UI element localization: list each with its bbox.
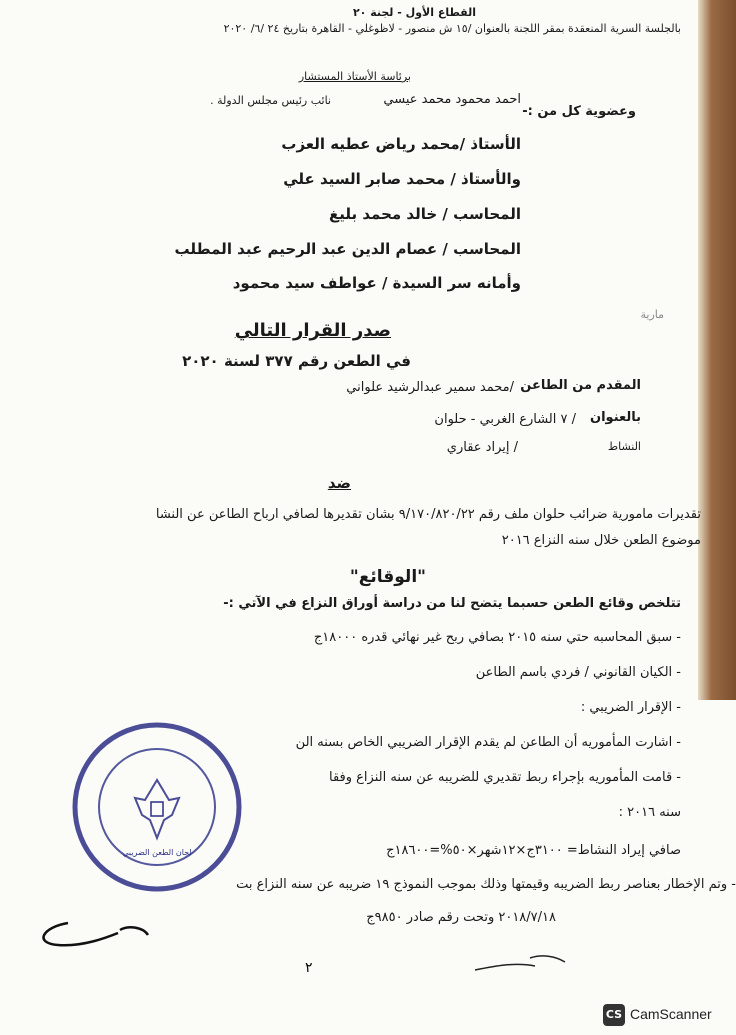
membership-label: وعضوية كل من :-: [522, 104, 636, 119]
member-3: المحاسب / خالد محمد بليغ: [329, 205, 521, 223]
facts-intro: تتلخص وقائع الطعن حسبما يتضح لنا من دراسة أوراق النزاع في الآتي :-: [223, 596, 681, 611]
stamp-text: لجان الطعن الضريبي: [122, 848, 192, 857]
member-4: المحاسب / عصام الدين عبد الرحيم عبد المطلب: [174, 240, 521, 258]
member-1: الأستاذ /محمد رياض عطيه العزب: [281, 135, 521, 153]
fact-1: - سبق المحاسبه حتي سنه ٢٠١٥ بصافي ربح غير نهائي قدره ١٨٠٠٠ج: [313, 630, 681, 645]
camscanner-logo-icon: CS: [603, 1004, 625, 1026]
year-label: سنه ٢٠١٦ :: [618, 805, 681, 820]
fact-2: - الكيان القانوني / فردي باسم الطاعن: [475, 665, 681, 680]
page-number: ٢: [305, 960, 313, 976]
activity-label: النشاط: [607, 440, 641, 453]
signature-bottom: [470, 950, 580, 980]
appellant-label: المقدم من الطاعن: [520, 378, 641, 393]
appellant-name: /محمد سمير عبدالرشيد علواني: [346, 380, 514, 395]
official-stamp: [70, 720, 245, 895]
notice-line-1: - وتم الإخطار بعناصر ربط الضريبه وقيمتها وذلك بموجب النموذج ١٩ ضريبه عن سنه النزاع بت: [236, 877, 736, 892]
decision-heading: صدر القرار التالي: [234, 320, 391, 341]
notice-line-2: ٢٠١٨/٧/١٨ وتحت رقم صادر ٩٨٥٠ج: [366, 910, 556, 925]
fact-4: - اشارت المأموريه أن الطاعن لم يقدم الإقرار الضريبي الخاص بسنه الن: [295, 735, 681, 750]
facts-heading: "الوقائع": [349, 567, 426, 587]
address-value: / ٧ الشارع الغربي - حلوان: [434, 412, 576, 427]
header-top: القطاع الأول - لجنة ٢٠: [352, 6, 476, 19]
session-line: بالجلسة السرية المنعقدة بمقر اللجنة بالعنوان /١٥ ش منصور - لاظوغلي - القاهرة بتاريخ ٢٤ /٦/ ٢٠٢٠: [223, 22, 681, 35]
presidency-line: برئاسة الأستاذ المستشار: [298, 70, 411, 83]
fact-3: - الإقرار الضريبي :: [580, 700, 681, 715]
fact-5: - قامت المأموريه بإجراء ربط تقديري للضريبه عن سنه النزاع وفقا: [329, 770, 681, 785]
appeal-number: في الطعن رقم ٣٧٧ لسنة ٢٠٢٠: [182, 352, 411, 370]
activity-value: / إيراد عقاري: [446, 440, 518, 455]
table-edge: [698, 0, 736, 700]
signature-left: [28, 915, 168, 955]
president-title: نائب رئيس مجلس الدولة .: [210, 94, 331, 107]
side-note: مارية: [640, 308, 664, 321]
against-line-2: موضوع الطعن خلال سنه النزاع ٢٠١٦: [501, 533, 701, 548]
camscanner-label: CamScanner: [630, 1006, 712, 1022]
against-line-1: تقديرات مأمورية ضرائب حلوان ملف رقم ٩/١٧٠/٨٢٠/٢٢ بشان تقديرها لصافي ارباح الطاعن عن النشا: [155, 507, 701, 522]
member-2: والأستاذ / محمد صابر السيد علي: [283, 170, 521, 188]
president-name: احمد محمود محمد عيسي: [383, 92, 521, 107]
member-5: وأمانه سر السيدة / عواطف سيد محمود: [232, 274, 521, 292]
address-label: بالعنوان: [590, 410, 641, 425]
net-income-line: صافي إيراد النشاط= ٣١٠٠ج×١٢شهر×٥٠%=١٨٦٠٠ج: [386, 843, 681, 858]
eagle-emblem-icon: [135, 780, 179, 838]
against-label: ضد: [327, 474, 351, 492]
